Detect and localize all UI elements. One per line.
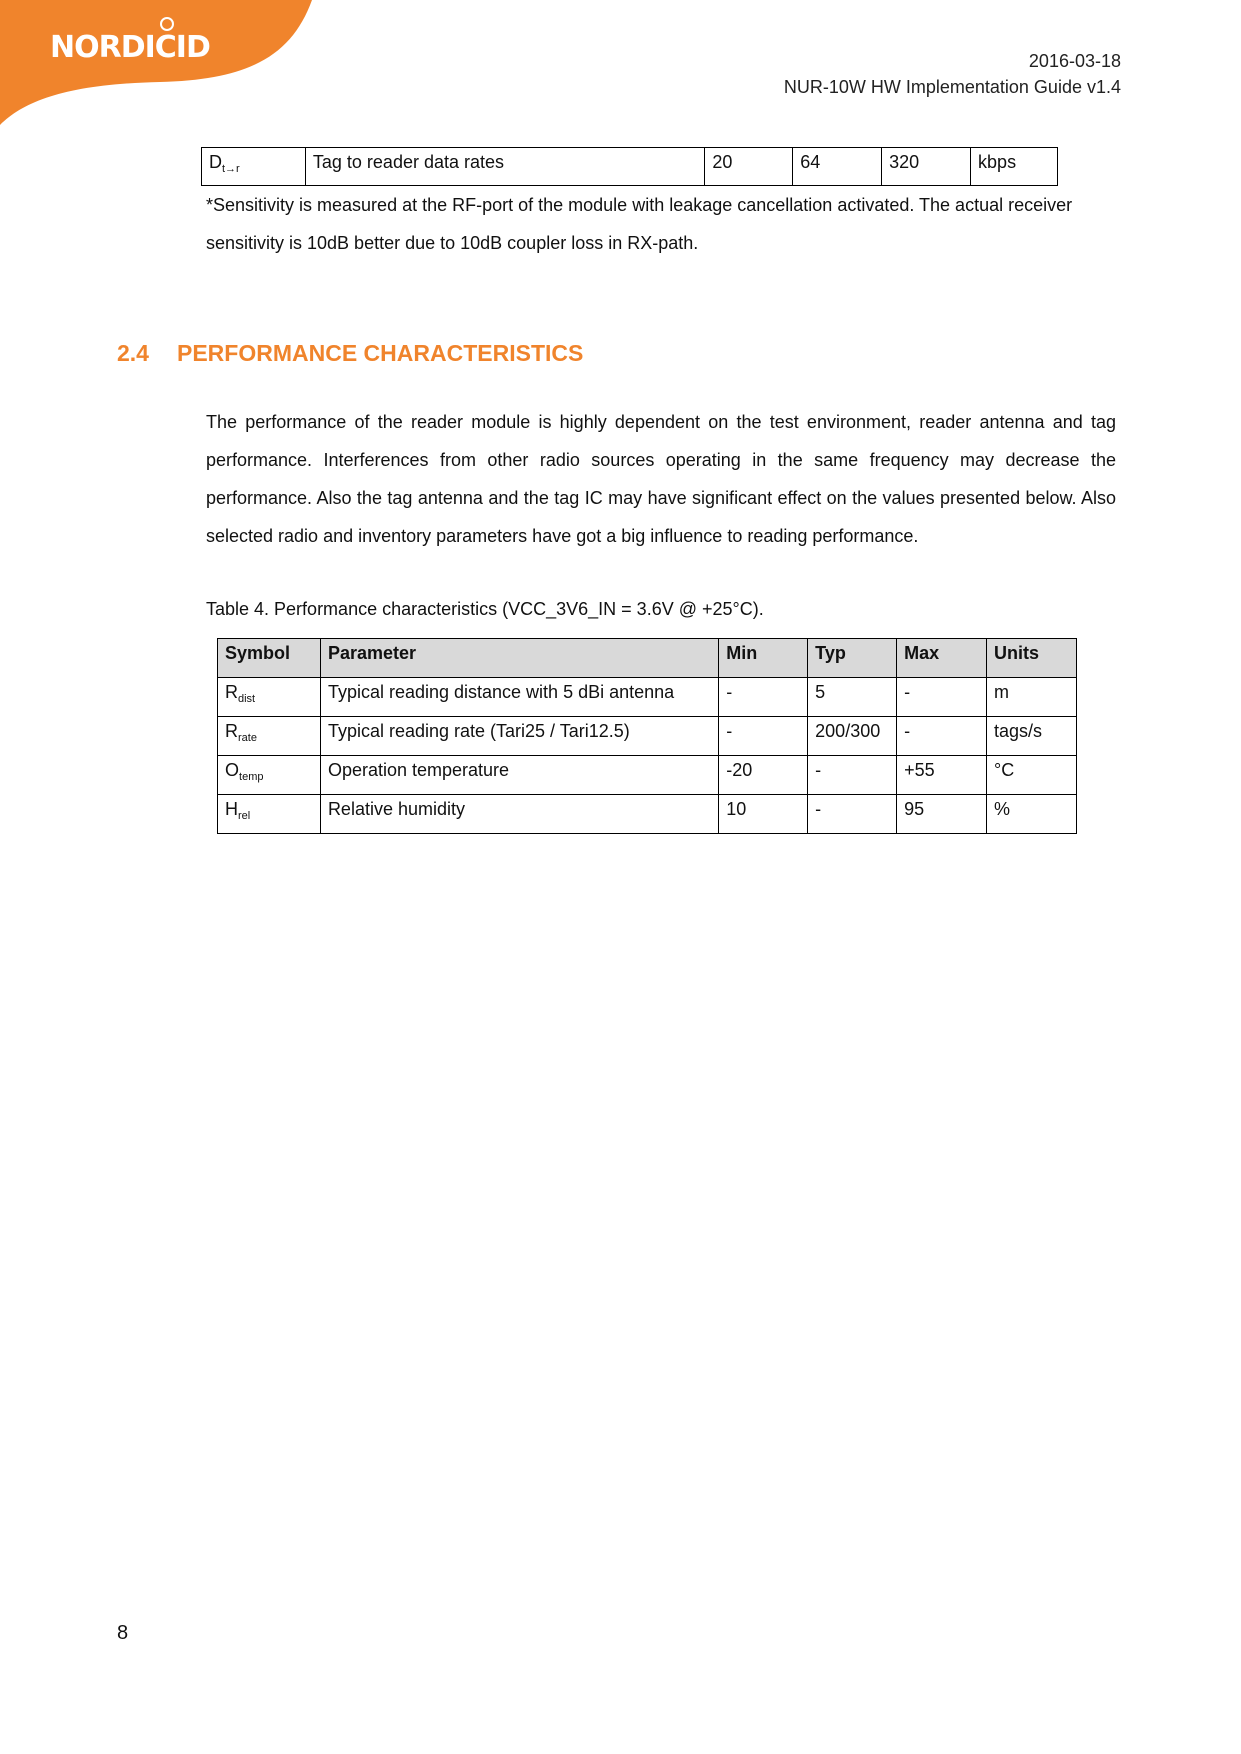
table-caption: Table 4. Performance characteristics (VCC_3V6_IN = 3.6V @ +25°C). xyxy=(206,599,764,619)
table-row xyxy=(218,795,1077,834)
page-number: 8 xyxy=(117,1622,129,1644)
parameter-cell: Relative humidity xyxy=(320,795,718,834)
symbol-cell xyxy=(218,678,321,717)
min-cell: -20 xyxy=(719,756,808,795)
tag-to-reader-table xyxy=(201,147,1058,186)
typ-cell: - xyxy=(808,795,897,834)
min-cell: - xyxy=(719,678,808,717)
document-title: NUR-10W HW Implementation Guide v1.4 xyxy=(783,77,1121,97)
performance-table xyxy=(217,638,1077,834)
symbol-main: O xyxy=(225,760,240,780)
parameter-cell: Tag to reader data rates xyxy=(305,148,704,186)
parameter-cell: Typical reading distance with 5 dBi antenna xyxy=(320,678,718,717)
symbol-cell xyxy=(218,795,321,834)
max-cell: - xyxy=(897,678,987,717)
logo-swoosh-icon xyxy=(0,0,320,130)
header-max: Max xyxy=(897,639,987,678)
symbol-main: R xyxy=(225,682,238,702)
typ-cell: 200/300 xyxy=(808,717,897,756)
header-symbol: Symbol xyxy=(218,639,321,678)
section-heading xyxy=(117,340,583,367)
symbol-sub: dist xyxy=(238,693,256,705)
units-cell: °C xyxy=(987,756,1077,795)
typ-cell: - xyxy=(808,756,897,795)
symbol-main: H xyxy=(225,799,238,819)
max-cell: +55 xyxy=(897,756,987,795)
symbol-main: R xyxy=(225,721,238,741)
document-header xyxy=(784,48,1121,100)
header-typ: Typ xyxy=(808,639,897,678)
min-cell: - xyxy=(719,717,808,756)
section-title: PERFORMANCE CHARACTERISTICS xyxy=(177,340,584,366)
document-date: 2016-03-18 xyxy=(1028,51,1121,71)
table-row xyxy=(202,148,1058,186)
symbol-cell xyxy=(218,756,321,795)
min-cell: 20 xyxy=(705,148,793,186)
brand-logo xyxy=(0,0,320,130)
min-cell: 10 xyxy=(719,795,808,834)
parameter-cell: Typical reading rate (Tari25 / Tari12.5) xyxy=(320,717,718,756)
max-cell: 320 xyxy=(882,148,971,186)
units-cell: tags/s xyxy=(987,717,1077,756)
max-cell: - xyxy=(897,717,987,756)
section-number: 2.4 xyxy=(117,340,149,366)
symbol-sub: t→r xyxy=(222,163,240,175)
units-cell: % xyxy=(987,795,1077,834)
sensitivity-note: *Sensitivity is measured at the RF-port of the module with leakage cancellation activated. The actual receiver sensitivity is 10dB better due to 10dB coupler loss in RX-path. xyxy=(206,195,1073,253)
table-row xyxy=(218,717,1077,756)
symbol-sub: temp xyxy=(239,771,264,783)
section-paragraph: The performance of the reader module is highly dependent on the test environment, reader antenna and tag performance. Interferences from other radio sources operating in the same frequency may decrease the performance. Also the tag antenna and the tag IC may have significant effect on the values presented below. Also selected radio and inventory parameters have got a big influence to reading performance. xyxy=(206,412,1116,546)
header-units: Units xyxy=(987,639,1077,678)
table-row xyxy=(218,678,1077,717)
table-header-row xyxy=(218,639,1077,678)
header-parameter: Parameter xyxy=(320,639,718,678)
typ-cell: 5 xyxy=(808,678,897,717)
units-cell: kbps xyxy=(971,148,1058,186)
units-cell: m xyxy=(987,678,1077,717)
symbol-sub: rel xyxy=(238,810,251,822)
symbol-main: D xyxy=(209,152,222,172)
max-cell: 95 xyxy=(897,795,987,834)
table-row xyxy=(218,756,1077,795)
symbol-cell xyxy=(202,148,306,186)
brand-wordmark: NORDICID xyxy=(50,30,210,65)
symbol-sub: rate xyxy=(238,732,257,744)
header-min: Min xyxy=(719,639,808,678)
symbol-cell xyxy=(218,717,321,756)
typ-cell: 64 xyxy=(793,148,882,186)
parameter-cell: Operation temperature xyxy=(320,756,718,795)
